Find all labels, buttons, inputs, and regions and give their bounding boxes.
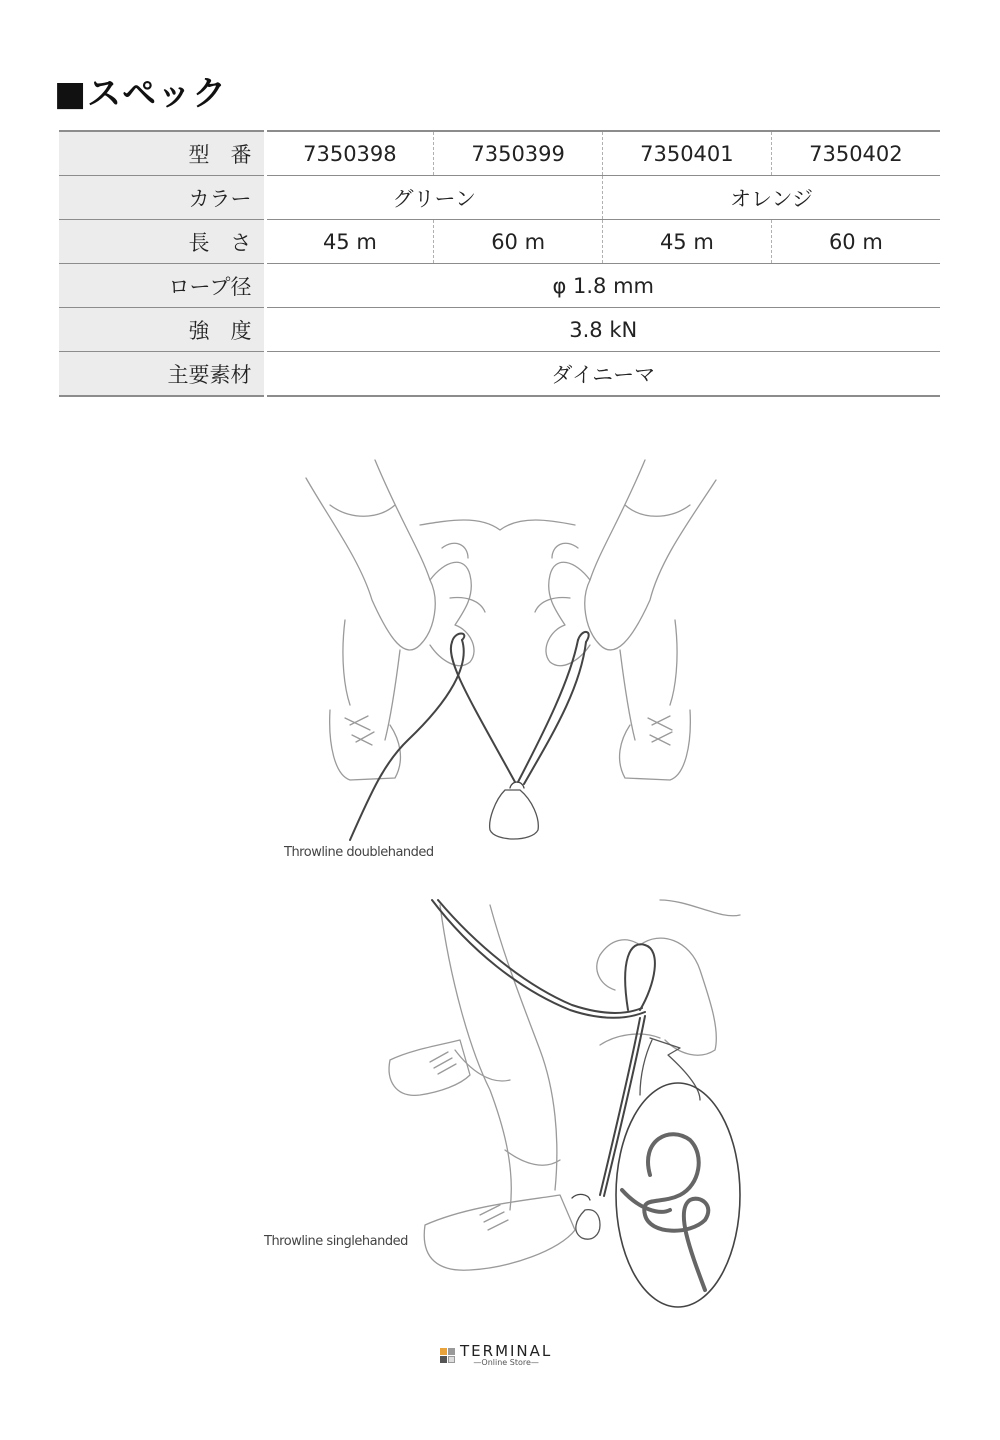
length-cell: 45 m — [603, 220, 772, 264]
model-cell: 7350402 — [771, 131, 940, 176]
strength-cell: 3.8 kN — [265, 308, 940, 352]
logo-sub-text: Online Store — [481, 1358, 531, 1367]
logo-name: TERMINAL — [460, 1342, 553, 1360]
length-cell: 60 m — [771, 220, 940, 264]
color-cell: オレンジ — [603, 176, 941, 220]
color-cell: グリーン — [265, 176, 603, 220]
caption-singlehanded: Throwline singlehanded — [264, 1234, 408, 1249]
model-cell: 7350398 — [265, 131, 434, 176]
material-cell: ダイニーマ — [265, 352, 940, 397]
row-label-model: 型 番 — [59, 131, 265, 176]
heading-text: ■スペック — [54, 74, 228, 114]
diameter-cell: φ 1.8 mm — [265, 264, 940, 308]
row-label-diameter: ロープ径 — [59, 264, 265, 308]
row-label-material: 主要素材 — [59, 352, 265, 397]
terminal-logo — [440, 1344, 552, 1367]
caption-doublehanded: Throwline doublehanded — [284, 845, 434, 860]
length-cell: 45 m — [265, 220, 434, 264]
logo-subtitle: —Online Store— — [473, 1358, 539, 1367]
row-label-length: 長 さ — [59, 220, 265, 264]
row-label-color: カラー — [59, 176, 265, 220]
row-label-strength: 強 度 — [59, 308, 265, 352]
model-cell: 7350399 — [434, 131, 603, 176]
model-cell: 7350401 — [603, 131, 772, 176]
length-cell: 60 m — [434, 220, 603, 264]
logo-mark-icon — [440, 1348, 456, 1364]
